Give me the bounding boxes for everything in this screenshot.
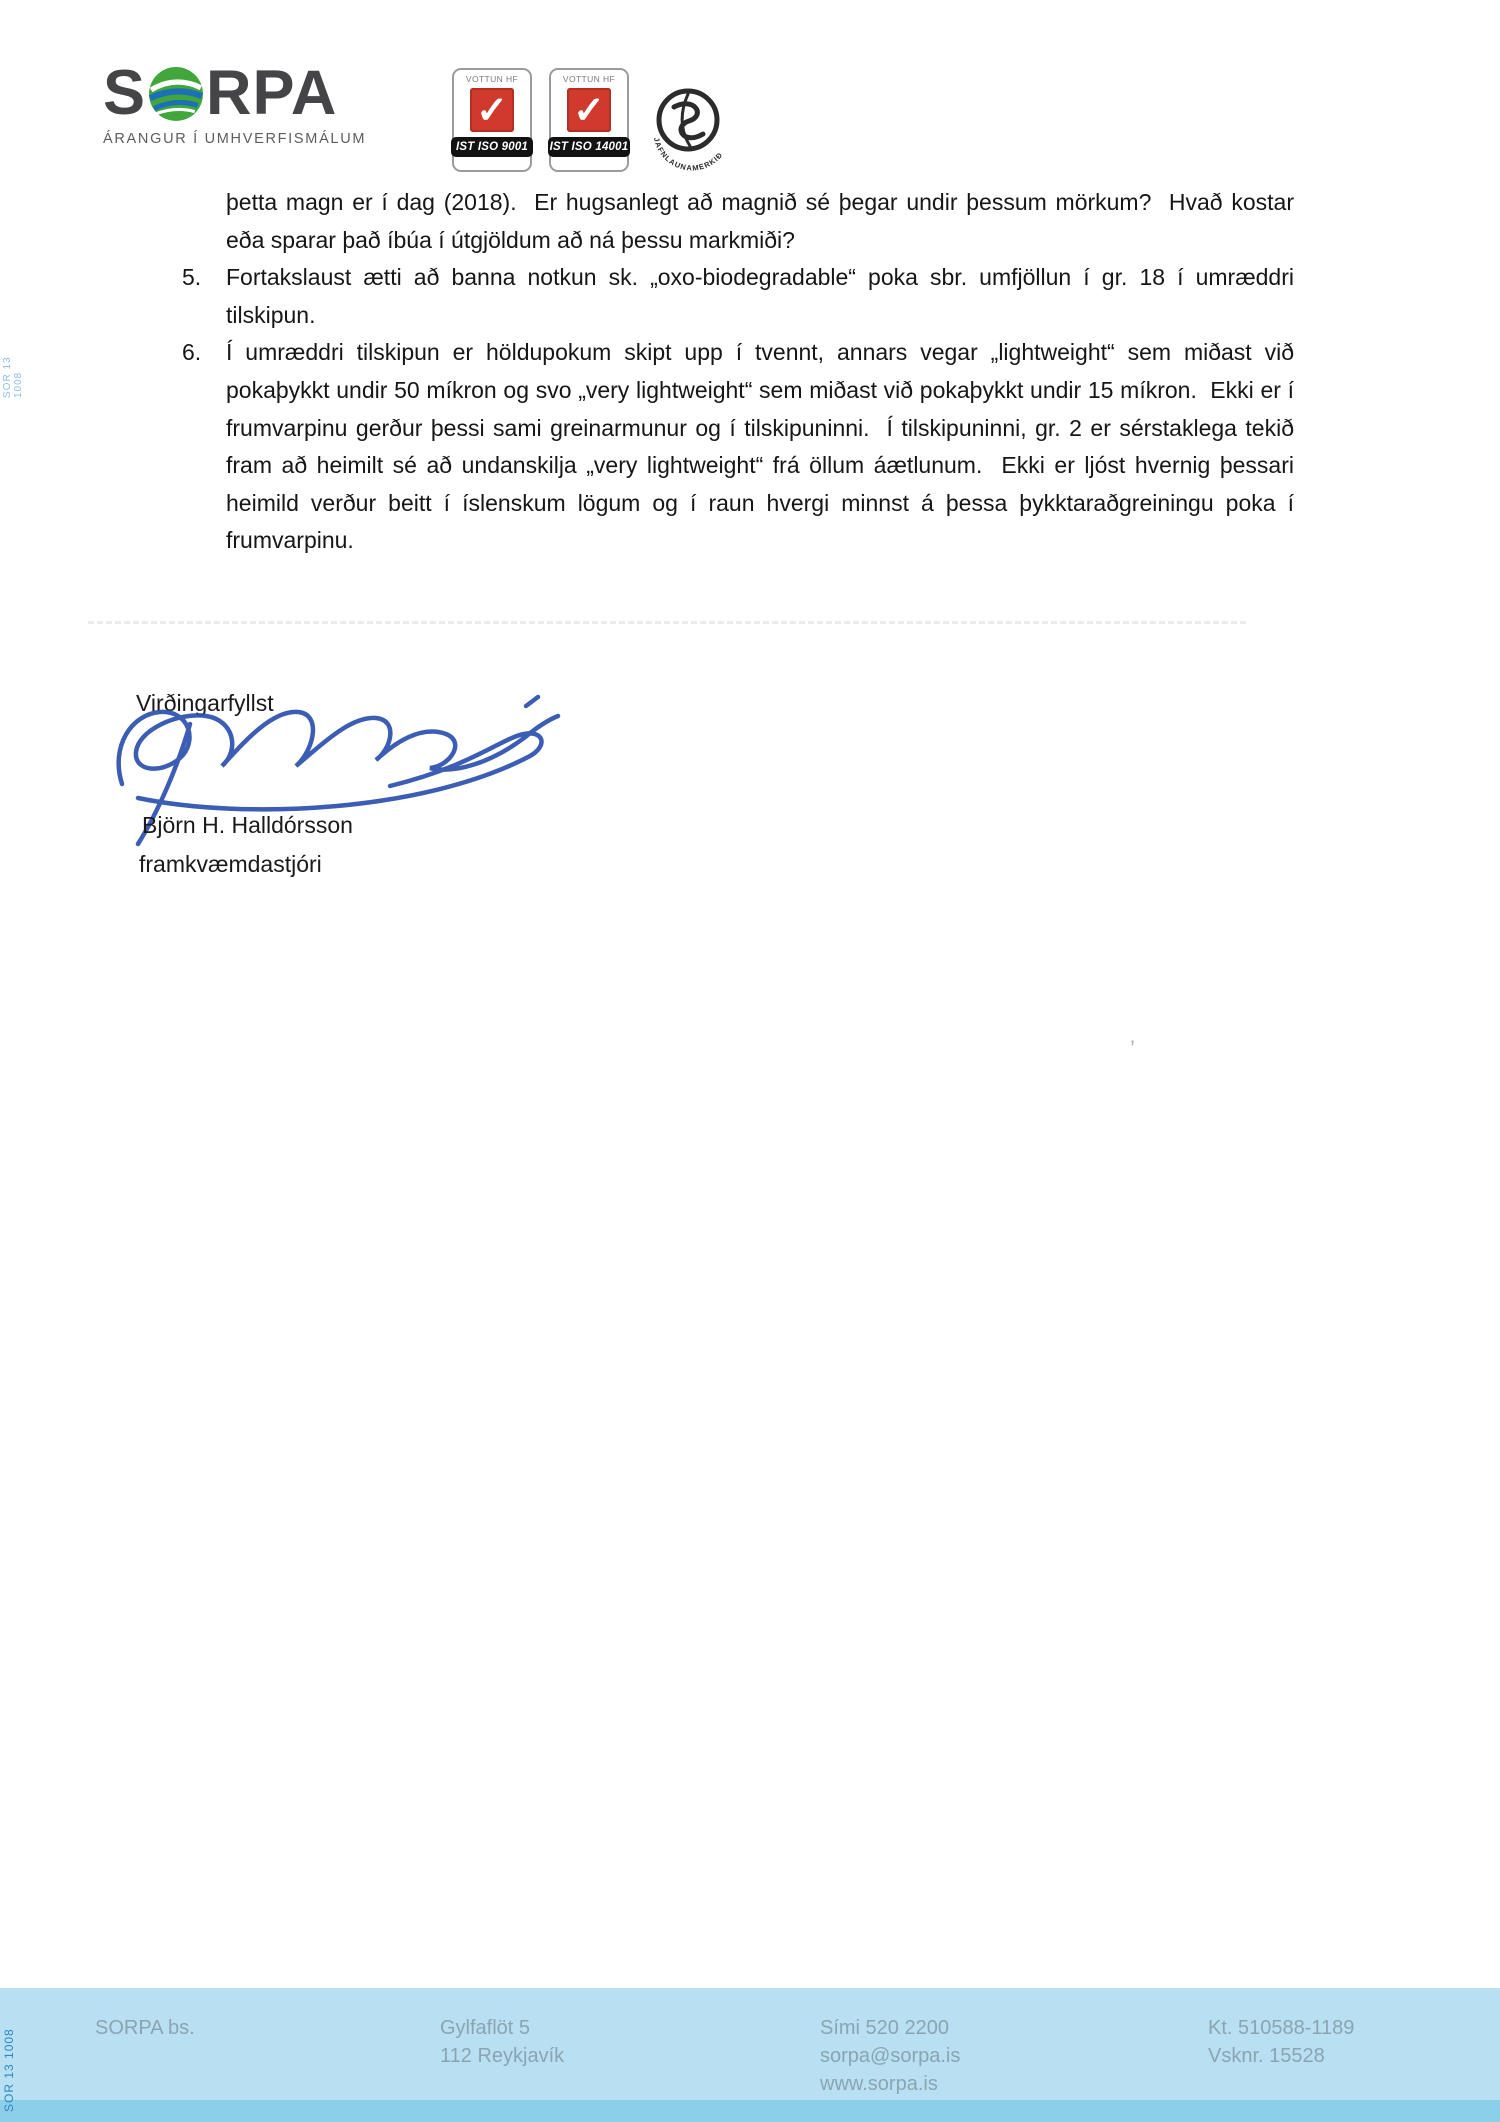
form-code-vertical: SOR 13 1008 [2, 2028, 16, 2112]
footer-email: sorpa@sorpa.is [820, 2045, 961, 2067]
iso-9001-badge [452, 68, 532, 172]
footer-kennitala: Kt. 510588-1189 [1208, 2017, 1355, 2039]
signer-title: framkvæmdastjóri [139, 851, 322, 877]
badge-issuer-label: VOTTUN HF [562, 74, 616, 84]
footer-bottom-strip [0, 2100, 1500, 2122]
checkmark-icon [567, 88, 611, 132]
list-item-text: Í umræddri tilskipun er höldupokum skipt upp í tvennt, annars vegar „lightweight“ sem miðast við pokaþykkt undir 50 míkron og svo „very lightweight“ sem miðast við pokaþykkt undir 15 míkron. Ekki er í frumvarpinu gerður þessi sami greinarmunur og í tilskipuninni. Í tilskipuninni, gr. 2 er sérstaklega tekið fram að heimilt sé að undanskilja „very lightweight“ frá öllum áætlunum. Ekki er ljóst hvernig þessari heimild verður beitt í íslenskum lögum og í raun hvergi minnst á þessa þykktaraðgreiningu poka í frumvarpinu. [226, 339, 1301, 554]
footer-band [0, 1988, 1500, 2122]
seal-curved-text: JAFNLAUNAMERKIÐ [651, 136, 725, 173]
logo-tagline: ÁRANGUR Í UMHVERFISMÁLUM [103, 131, 367, 147]
footer-address-line: 112 Reykjavík [440, 2045, 565, 2067]
form-code-vertical-top: SOR 13 1008 [2, 356, 24, 398]
globe-icon [148, 66, 204, 122]
letter-body [182, 184, 1301, 560]
sorpa-logo [103, 58, 367, 147]
footer-contact [820, 2014, 960, 2098]
list-item-number: 5. [182, 264, 202, 291]
list-item-text: Fortakslaust ætti að banna notkun sk. „oxo-biodegradable“ poka sbr. umfjöllun í gr. 18 í umræddri tilskipun. [226, 264, 1301, 328]
equal-pay-seal-icon [640, 74, 740, 174]
footer-registration [1208, 2014, 1354, 2070]
footer-address [440, 2014, 564, 2070]
list-item-5 [182, 259, 1301, 334]
checkmark-icon [470, 88, 514, 132]
footer-address-line: Gylfaflöt 5 [440, 2017, 531, 2039]
salutation: Virðingarfyllst [136, 690, 274, 716]
badge-issuer-label: VOTTUN HF [465, 74, 519, 84]
iso-14001-label: IST ISO 14001 [548, 137, 630, 157]
iso-14001-badge [549, 68, 629, 172]
logo-letter-s: S [103, 58, 147, 128]
certification-badges [452, 68, 629, 172]
footer-org: SORPA bs. [95, 2017, 195, 2039]
footer-vat-number: Vsknr. 15528 [1208, 2045, 1325, 2067]
continuation-paragraph: þetta magn er í dag (2018). Er hugsanlegt að magnið sé þegar undir þessum mörkum? Hvað kostar eða sparar það íbúa í útgjöldum að ná þessu markmiði? [226, 189, 1301, 253]
list-item-6 [182, 334, 1301, 560]
signer-name: Björn H. Halldórsson [142, 812, 353, 838]
footer-phone: Sími 520 2200 [820, 2017, 949, 2039]
iso-9001-label: IST ISO 9001 [451, 137, 533, 157]
equal-pay-seal [640, 74, 740, 179]
sorpa-wordmark [103, 58, 366, 128]
list-item-number: 6. [182, 339, 202, 366]
scan-speck: ’ [1130, 1036, 1135, 1061]
logo-letters-rpa: RPA [206, 58, 338, 128]
scan-artifact-line [88, 621, 1246, 624]
footer-website: www.sorpa.is [820, 2073, 938, 2095]
